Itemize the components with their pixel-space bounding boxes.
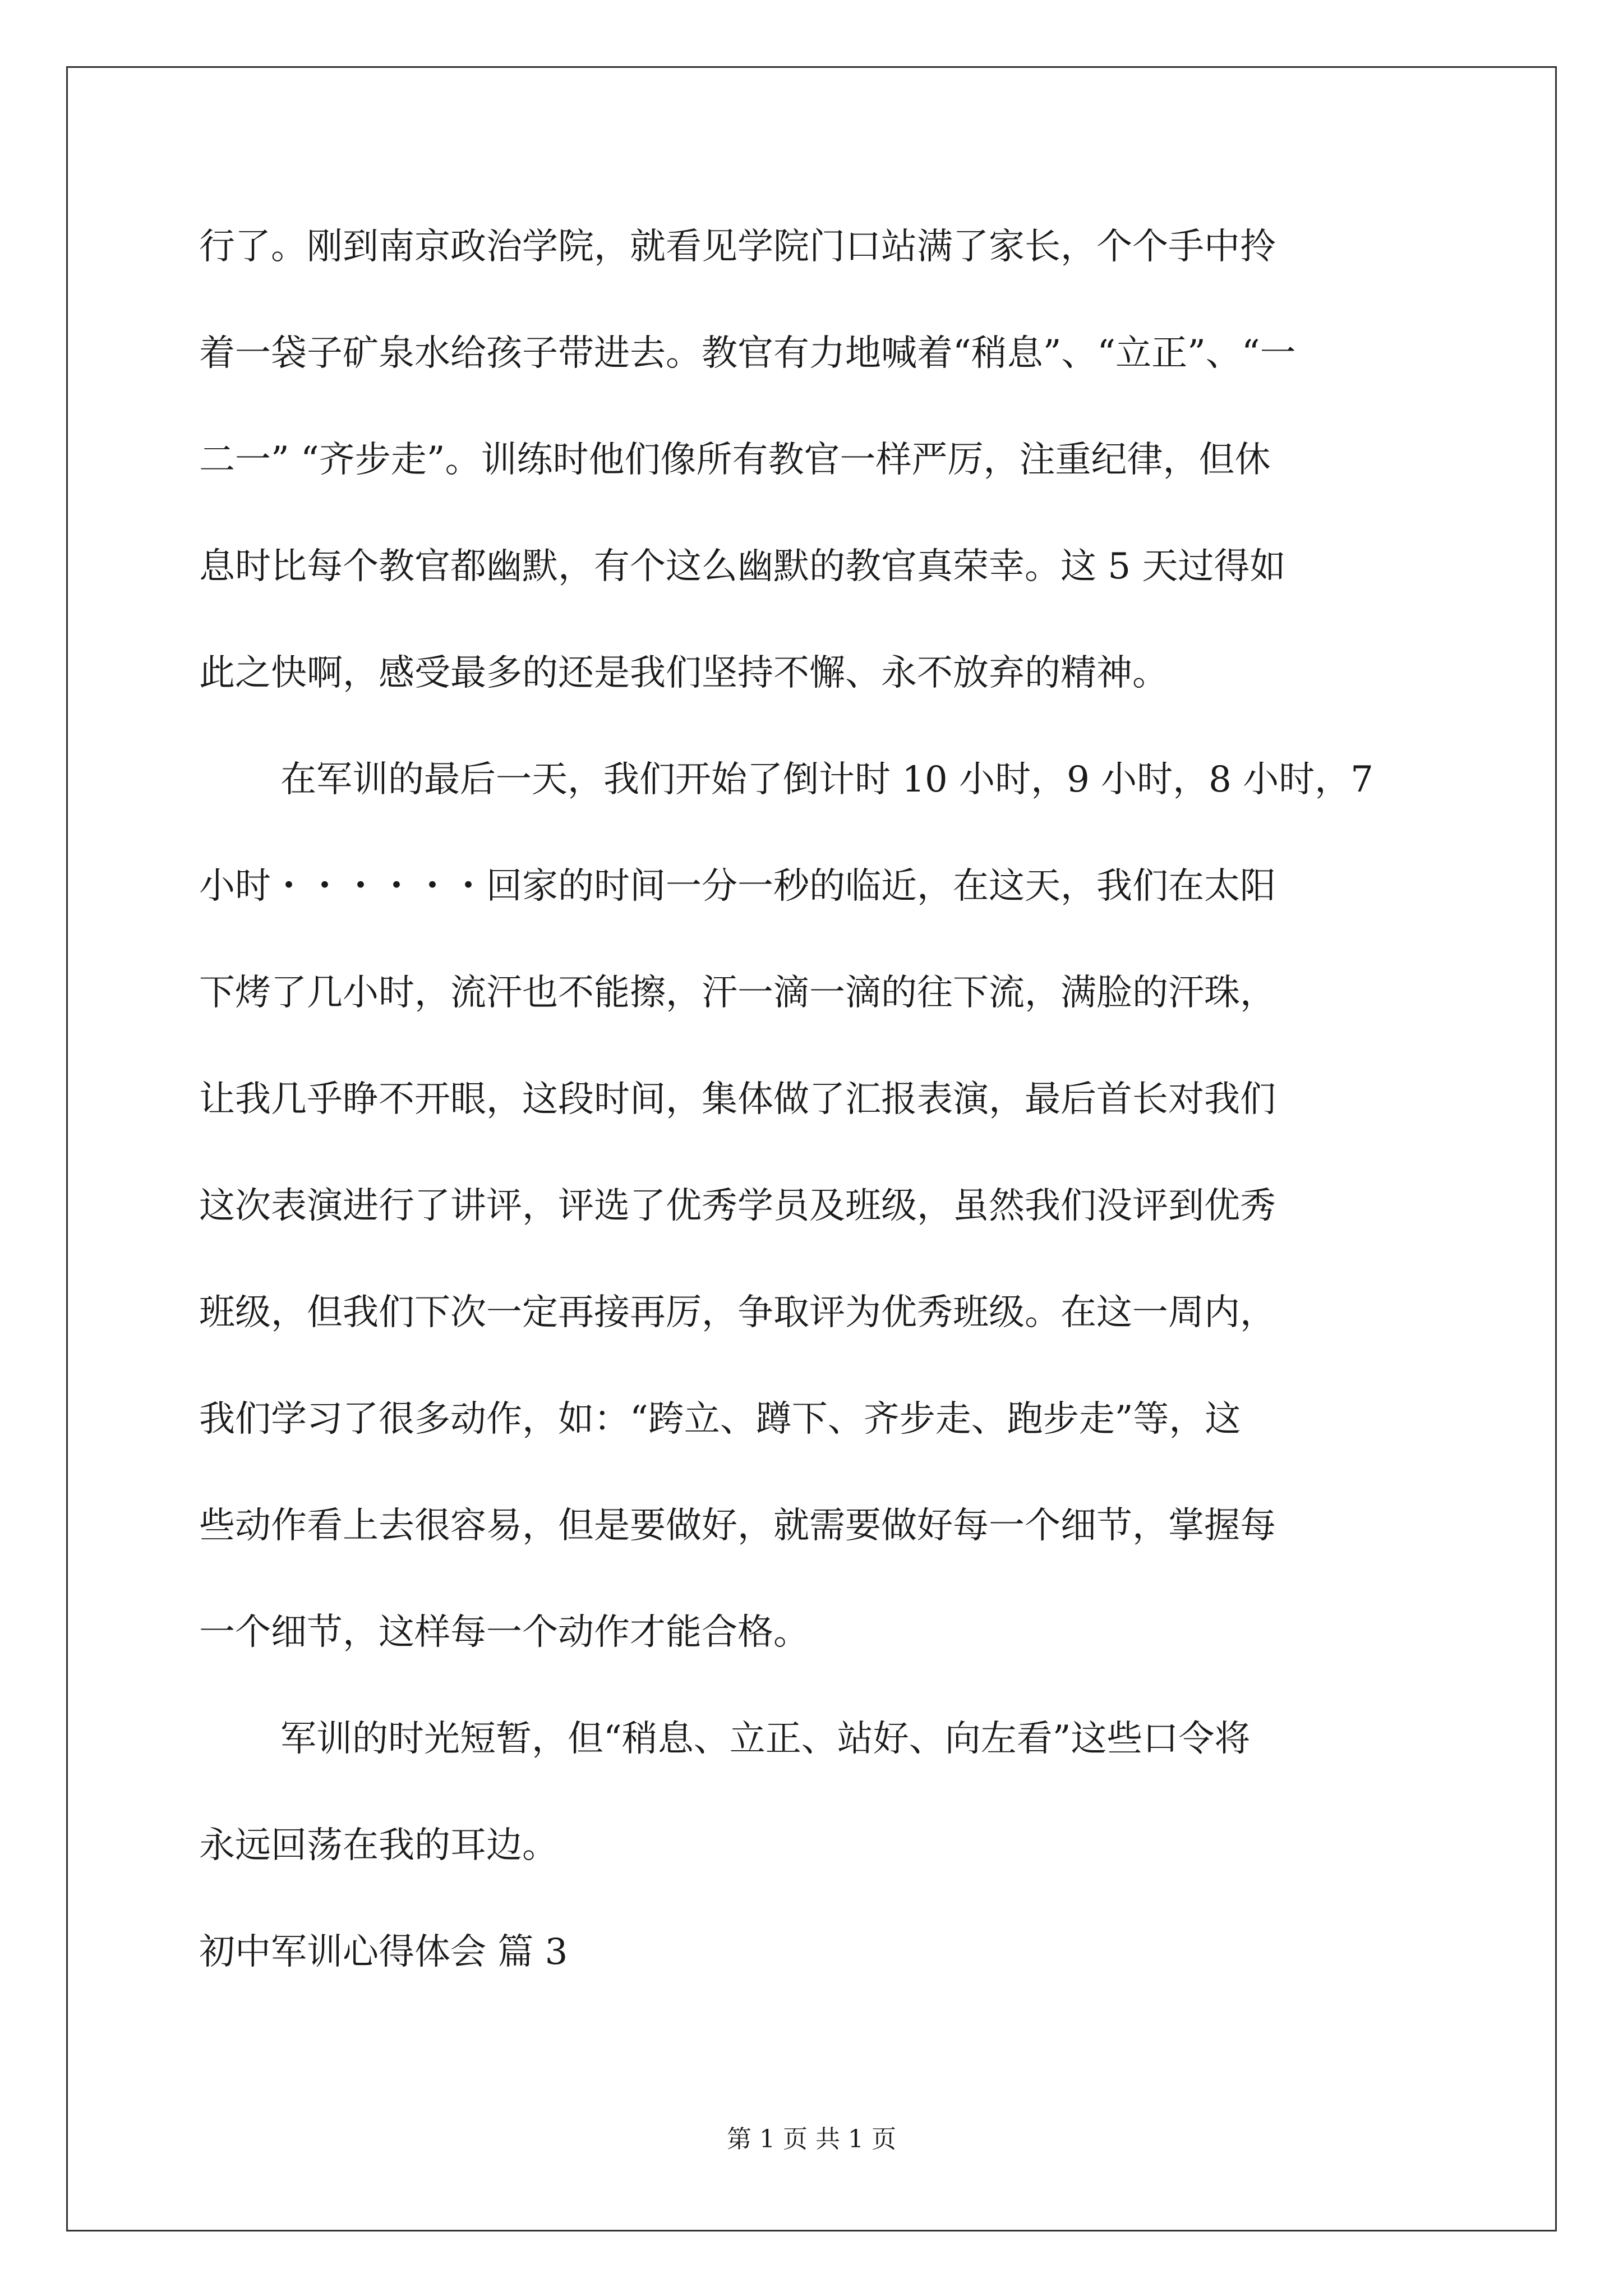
paragraph-line: 下烤了几小时，流汗也不能擦，汗一滴一滴的往下流，满脸的汗珠， [199, 972, 1276, 1014]
paragraph-line: 着一袋子矿泉水给孩子带进去。教官有力地喊着“稍息”、“立正”、“一 [199, 333, 1296, 374]
paragraph-line: 这次表演进行了讲评，评选了优秀学员及班级，虽然我们没评到优秀 [199, 1185, 1276, 1227]
paragraph-line: 行了。刚到南京政治学院，就看见学院门口站满了家长，个个手中拎 [199, 226, 1276, 268]
paragraph-line: 一个细节，这样每一个动作才能合格。 [199, 1612, 809, 1653]
paragraph-line: 些动作看上去很容易，但是要做好，就需要做好每一个细节，掌握每 [199, 1505, 1276, 1547]
page-footer: 第 1 页 共 1 页 [727, 2125, 896, 2154]
paragraph-line: 军训的时光短暂，但“稍息、立正、站好、向左看”这些口令将 [280, 1718, 1251, 1760]
paragraph-line: 班级，但我们下次一定再接再厉，争取评为优秀班级。在这一周内， [199, 1292, 1276, 1333]
paragraph-line: 小时・・・・・・回家的时间一分一秒的临近，在这天，我们在太阳 [199, 866, 1276, 907]
paragraph-line: 在军训的最后一天，我们开始了倒计时 10 小时，9 小时，8 小时，7 [280, 759, 1373, 800]
paragraph-line: 我们学习了很多动作，如：“跨立、蹲下、齐步走、跑步走”等，这 [199, 1398, 1241, 1440]
section-heading: 初中军训心得体会 篇 3 [199, 1931, 568, 1973]
paragraph-line: 让我几乎睁不开眼，这段时间，集体做了汇报表演，最后首长对我们 [199, 1079, 1276, 1120]
page-border [66, 66, 1557, 2231]
paragraph-line: 永远回荡在我的耳边。 [199, 1825, 558, 1866]
paragraph-line: 此之快啊，感受最多的还是我们坚持不懈、永不放弃的精神。 [199, 652, 1168, 694]
paragraph-line: 息时比每个教官都幽默，有个这么幽默的教官真荣幸。这 5 天过得如 [199, 546, 1286, 587]
paragraph-line: 二一” “齐步走”。训练时他们像所有教官一样严厉，注重纪律，但休 [199, 439, 1271, 481]
